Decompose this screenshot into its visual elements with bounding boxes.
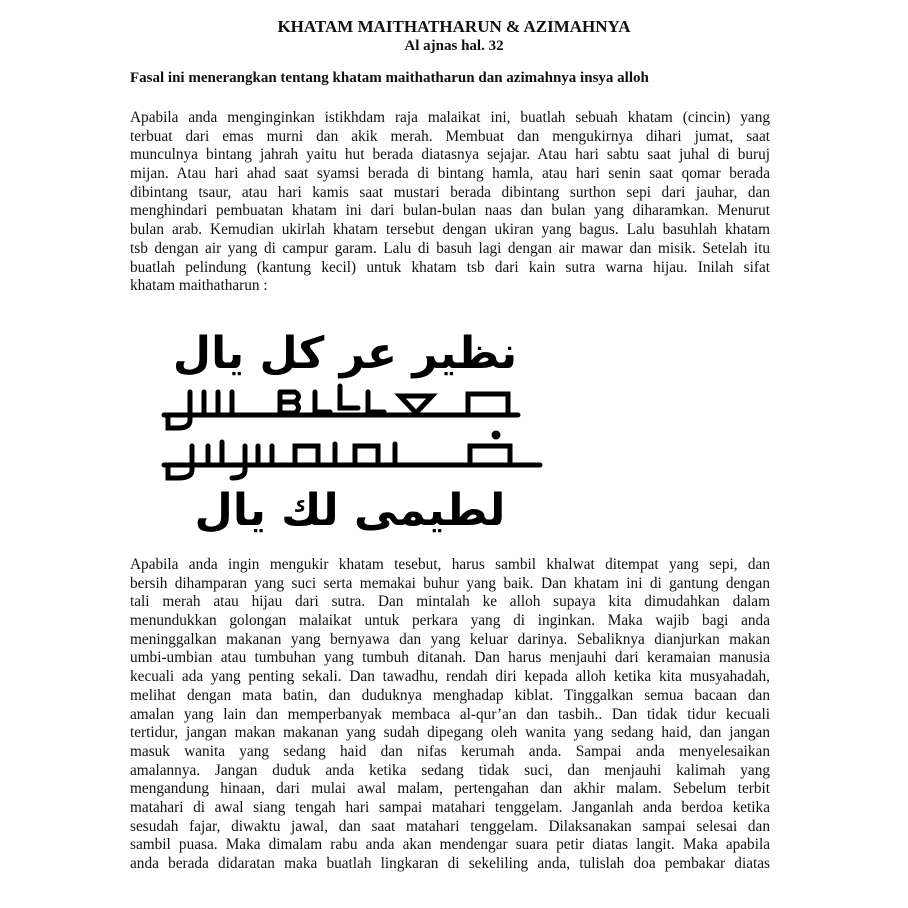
text-line: masuk wanita yang sedang haid dan nifas kerumah anda. Sampai anda menyelesaikan (130, 742, 770, 760)
text-line: bulan arab. Kemudian ukirlah khatam tersebut dengan ukiran yang bagus. Lalu basuhlah khatam (130, 221, 770, 239)
text-line: anda berada didaratan maka buatlah lingkaran di sekeliling anda, tulislah doa pembakar diatas (130, 855, 770, 872)
text-line: mengandung hinaan, dari mulai awal malam, pertengahan dan akhir malam. Sebelum terbit (130, 780, 770, 798)
khatam-top-line: نظير عر كل يال (172, 328, 518, 379)
khatam-seal-figure (150, 320, 550, 540)
text-line: sambil puasa. Maka dimalam rabu anda akan mendengar suara petir diatas langit. Maka apabila (130, 836, 770, 854)
page-subtitle: Al ajnas hal. 32 (404, 38, 504, 54)
text-line: matahari di awal siang tengah hari sampai matahari tenggelam. Janganlah anda berdoa ketika (130, 798, 770, 816)
khatam-bottom-line: لطيمى لك يال (194, 485, 506, 536)
text-line: amalannya. Jangan duduk anda ketika sedang tidak suci, dan menjauhi kalimah yang (130, 761, 770, 779)
text-line: tali merah atau hijau dari sutra. Dan mintalah ke alloh supaya kita dimudahkan dalam (130, 593, 770, 611)
paragraph-2 (130, 556, 770, 874)
text-line: munculnya bintang jahrah yaitu hut berada diatasnya sejajar. Atau hari sabtu saat juhal di buruj (130, 146, 770, 164)
text-line: bersih dihamparan yang suci serta memakai buhur yang baik. Dan khatam ini di gantung dengan (130, 574, 770, 592)
text-line: terbuat dari emas murni dan akik merah. Membuat dan mengukirnya dihari jumat, saat (130, 127, 770, 145)
text-line: Apabila anda menginginkan istikhdam raja malaikat ini, buatlah sebuah khatam (cincin) yang (130, 109, 770, 126)
text-line: menghindari pembuatan khatam ini dari bulan-bulan naas dan bulan yang diharamkan. Menurut (130, 202, 770, 220)
text-line: dibintang tsaur, atau hari kamis saat mustari berada dibintang surthon sepi dari jauhar, dan (130, 183, 770, 201)
text-line: menundukkan golongan malaikat untuk perkara yang di inginkan. Maka wajib bagi anda (130, 612, 770, 630)
text-line: Apabila anda ingin mengukir khatam tesebut, harus sambil khalwat ditempat yang sepi, dan (130, 556, 770, 573)
intro-heading: Fasal ini menerangkan tentang khatam maithatharun dan azimahnya insya alloh (130, 70, 649, 86)
page-title: KHATAM MAITHATHARUN & AZIMAHNYA (277, 17, 631, 36)
text-line: sesudah fajar, diwaktu jawal, dan saat matahari tenggelam. Dilaksanakan sampai selesai dan (130, 817, 770, 835)
text-line: kecuali ada yang penting sekali. Dan tawadhu, rendah diri kepada alloh ketika kita musyahadah, (130, 668, 770, 686)
text-line: meninggalkan makanan yang bernyawa dan yang keluar darinya. Sebaliknya dianjurkan makan (130, 630, 770, 648)
text-line: mijan. Atau hari ahad saat syamsi berada di bintang hamla, atau hari senin saat qomar berada (130, 165, 770, 183)
text-line: khatam maithatharun : (130, 277, 268, 295)
text-line: umbi-umbian atau tumbuhan yang tumbuh ditanah. Dan harus menjauhi dari keramaian manusia (130, 649, 770, 667)
khatam-symbol-row-1 (164, 386, 518, 428)
text-line: tsb dengan air yang di campur garam. Lalu di basuh lagi dengan air mawar dan misik. Setelah itu (130, 239, 770, 257)
paragraph-1 (130, 109, 770, 296)
text-line: melihat dengan mata batin, dan duduknya menghadap kiblat. Tinggalkan semua bacaan dan (130, 686, 770, 704)
khatam-symbol-row-2 (164, 433, 540, 478)
text-line: buatlah pelindung (kantung kecil) untuk khatam tsb dari kain sutra warna hijau. Inilah sifat (130, 258, 770, 276)
text-line: amalan yang lain dan memperbanyak membaca al-qur’an dan tasbih.. Dan tidak tidur kecuali (130, 705, 770, 723)
text-line: tertidur, jangan makan makanan yang sudah dipegang oleh wanita yang sedang haid, dan jangan (130, 724, 770, 742)
